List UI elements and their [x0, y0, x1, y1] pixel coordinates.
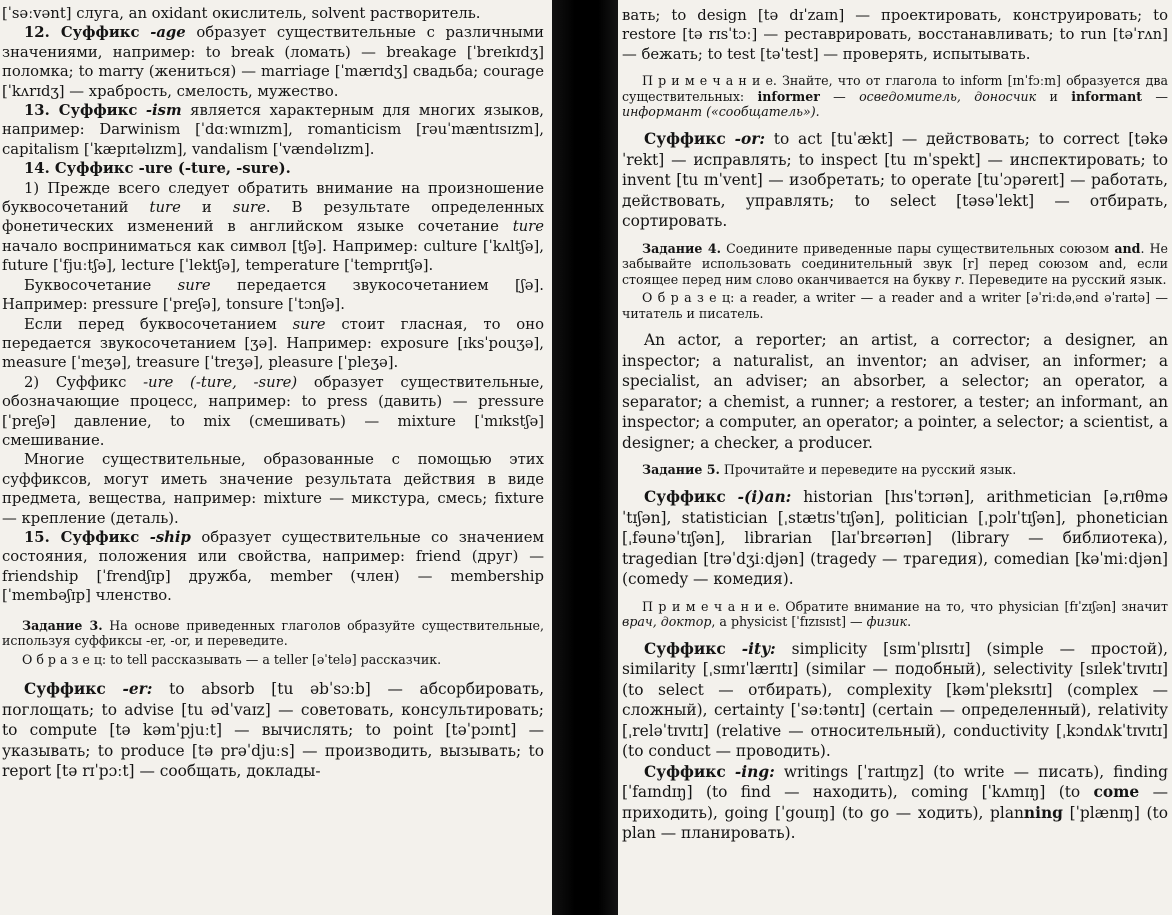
- section-12-text: образует существительные с различными значениями, например: to break (ломать) — breakage [ˈbreɪkɪdʒ] поломка; to marry (жениться) — marriage [ˈmærɪdʒ] свадьба; courage [ˈkʌrɪdʒ] — храбрость, смелость, мужество.: [2, 24, 544, 100]
- section-12: [2, 23, 544, 101]
- suffix-ity-paragraph: Суффикс -ity: simplicity [sɪmˈplɪsɪtɪ] (simple — простой), similarity [ˌsɪmɪˈlærɪtɪ] (similar — подобный), selectivity [sɪlekˈtɪvɪtɪ] (to select — отбирать), complexity [kəmˈpleksɪtɪ] (complex — сложный), certainty [ˈsəːtəntɪ] (certain — определенный), relativity [ˌreləˈtɪvɪtɪ] (relative — относительный), conductivity [ˌkɔndʌkˈtɪvɪtɪ] (to conduct — проводить).: [622, 639, 1168, 761]
- note-label: П р и м е ч а н и е.: [642, 73, 777, 89]
- suffix-ing-heading: Суффикс: [644, 762, 726, 781]
- suffix-age: -age: [150, 24, 186, 42]
- note-2: П р и м е ч а н и е. Обратите внимание на то, что physician [fɪˈzɪʃən] значит врач, доктор, а physicist [ˈfɪzɪsɪst] — физик.: [622, 598, 1168, 630]
- suffix-ing-paragraph: Суффикс -ing: writings [ˈraɪtɪŋz] (to write — писать), finding [ˈfaɪndɪŋ] (to find — находить), coming [ˈkʌmɪŋ] (to come — приходить), going [ˈgouɪŋ] (to go — ходить), planning [ˈplænɪŋ] (to plan — планировать).: [622, 762, 1168, 843]
- suffix-or-paragraph: Суффикс -or: to act [tuˈækt] — действовать; to correct [təkəˈrekt] — исправлять; to inspect [tu ɪnˈspekt] — инспектировать; to invent [tu ɪnˈvent] — изобретать; to operate [tuˈɔpəreɪt] — работать, действовать, управлять; to select [təsəˈlekt] — отбирать, сортировать.: [622, 130, 1168, 230]
- section-15-text: образует существительные со значением состояния, положения или свойства, например: friend (друг) — friendship [ˈfrendʃɪp] дружба, member (член) — membership [ˈmembəʃɪp] членство.: [2, 528, 544, 605]
- suffix-ian: -(i)an:: [737, 488, 792, 507]
- section-14-paragraph-4: 2) Суффикс -ure (-ture, -sure) образует существительные, обозначающие процесс, например: to press (давить) — pressure [ˈpreʃə] давление, to mix (смешивать) — mixture [ˈmɪkstʃə] смешивание.: [2, 373, 544, 449]
- example-label: О б р а з е ц:: [642, 290, 735, 306]
- suffix-er: -er:: [122, 680, 153, 699]
- section-14-paragraph-5: Многие существительные, образованные с помощью этих суффиксов, могут иметь значение результата действия в виде предмета, вещества, например: mixture — микстура, смесь; fixture — крепление (деталь).: [2, 451, 544, 527]
- paragraph-continuation: [ˈsəːvənt] слуга, an oxidant окислитель, solvent растворитель.: [2, 5, 481, 22]
- section-14-paragraph-3: Если перед буквосочетанием sure стоит гласная, то оно передается звукосочетанием [ʒə]. Например: exposure [ɪksˈpouʒə], measure [ˈmeʒə], treasure [ˈtreʒə], pleasure [ˈpleʒə].: [2, 315, 544, 372]
- section-12-heading: 12. Суффикс: [24, 24, 140, 42]
- note-label: П р и м е ч а н и е.: [642, 598, 780, 614]
- suffix-or-heading: Суффикс: [644, 130, 726, 148]
- exercise-4-list: An actor, a reporter; an artist, a corrector; a designer, an inspector; a naturalist, an inventor; an adviser, an informer; a specialist, an adviser; an absorber, a selector; an operator, a separator; a chemist, a runner; a restorer, a tester; an informant, an inspector; a computer, an operator; a pointer, a selector; a scientist, a designer; a checker, a producer.: [622, 331, 1168, 452]
- exercise-3-heading: Задание 3.: [22, 617, 103, 633]
- suffix-ity-heading: Суффикс: [644, 639, 726, 658]
- exercise-4-heading: Задание 4.: [642, 240, 722, 256]
- exercise-3: Задание 3. На основе приведенных глаголов образуйте существительные, используя суффиксы -er, -or, и переведите.: [2, 617, 544, 649]
- suffix-ing: -ing:: [734, 762, 775, 781]
- suffix-ism: -ism: [145, 102, 182, 120]
- exercise-4: Задание 4. Соедините приведенные пары существительных союзом and. Не забывайте использовать соединительный звук [r] перед союзом and, если стоящее перед ним слово оканчивается на букву r. Переведите на русский язык.: [622, 240, 1169, 287]
- section-13: [2, 101, 544, 159]
- suffix-ity: -ity:: [741, 639, 776, 658]
- suffix-ian-heading: Суффикс: [644, 488, 726, 507]
- section-14-paragraph-2: Буквосочетание sure передается звукосочетанием [ʃə]. Например: pressure [ˈpreʃə], tonsure [ˈtɔnʃə].: [2, 276, 544, 314]
- section-15: [2, 528, 544, 606]
- example-4: О б р а з е ц: a reader, a writer — a reader and a writer [əˈriːdəˌənd əˈraɪtə] — читатель и писатель.: [622, 290, 1168, 321]
- example-label: О б р а з е ц:: [22, 651, 107, 667]
- book-gutter-shadow: [552, 0, 618, 915]
- exercise-5-heading: Задание 5.: [642, 462, 720, 478]
- paragraph-continuation: вать; to design [tə dɪˈzaɪn] — проектировать, конструировать; to restore [tə rɪsˈtɔː] — реставрировать, восстанавливать; to run [təˈrʌn] — бежать; to test [təˈtest] — проверять, испытывать.: [622, 7, 1168, 63]
- section-14-heading: 14. Суффикс -ure (-ture, -sure).: [24, 160, 291, 178]
- suffix-or: -or:: [734, 130, 766, 148]
- example-3: О б р а з е ц: to tell рассказывать — a teller [əˈtelə] рассказчик.: [22, 651, 442, 667]
- note-1: П р и м е ч а н и е. Знайте, что от глагола to inform [ɪnˈfɔːm] образуется два существительных: informer — осведомитель, доносчик и informant — информант («сообщатель»).: [622, 73, 1168, 120]
- section-13-text: является характерным для многих языков, например: Darwinism [ˈdɑːwɪnɪzm], romanticism [rəuˈmæntɪsɪzm], capitalism [ˈkæpɪtəlɪzm], vandalism [ˈvændəlɪzm].: [2, 102, 544, 158]
- suffix-er-paragraph: Суффикс -er: to absorb [tu əbˈsɔːb] — абсорбировать, поглощать; to advise [tu ədˈvaɪz] — советовать, консультировать; to compute [tə kəmˈpjuːt] — вычислять; to point [təˈpɔɪnt] — указывать; to produce [tə prəˈdjuːs] — производить, вызывать; to report [tə rɪˈpɔːt] — сообщать, доклады-: [2, 680, 544, 781]
- section-15-heading: 15. Суффикс: [24, 528, 140, 546]
- suffix-ian-paragraph: Суффикс -(i)an: historian [hɪsˈtɔrɪən], arithmetician [əˌrɪθməˈtɪʃən], statistician [ˌstætɪsˈtɪʃən], politician [ˌpɔlɪˈtɪʃən], phonetician [ˌfəunəˈtɪʃən], librarian [laɪˈbrɛərɪən] (library — библиотека), tragedian [trəˈdʒiːdjən] (tragedy — трагедия), comedian [kəˈmiːdjən] (comedy — комедия).: [622, 488, 1168, 589]
- section-13-heading: 13. Суффикс: [24, 102, 138, 120]
- section-14-paragraph-1: 1) Прежде всего следует обратить внимание на произношение буквосочетаний ture и sure. В результате определенных фонетических изменений в английском языке сочетание ture начало восприниматься как символ [tʃə]. Например: culture [ˈkʌltʃə], future [ˈfjuːtʃə], lecture [ˈlektʃə], temperature [ˈtemprɪtʃə].: [2, 179, 544, 275]
- suffix-ship: -ship: [149, 528, 191, 546]
- suffix-er-heading: Суффикс: [24, 680, 106, 699]
- left-page: [0, 0, 552, 915]
- exercise-5: Задание 5. Прочитайте и переведите на русский язык.: [642, 462, 1017, 478]
- right-page: [618, 0, 1172, 915]
